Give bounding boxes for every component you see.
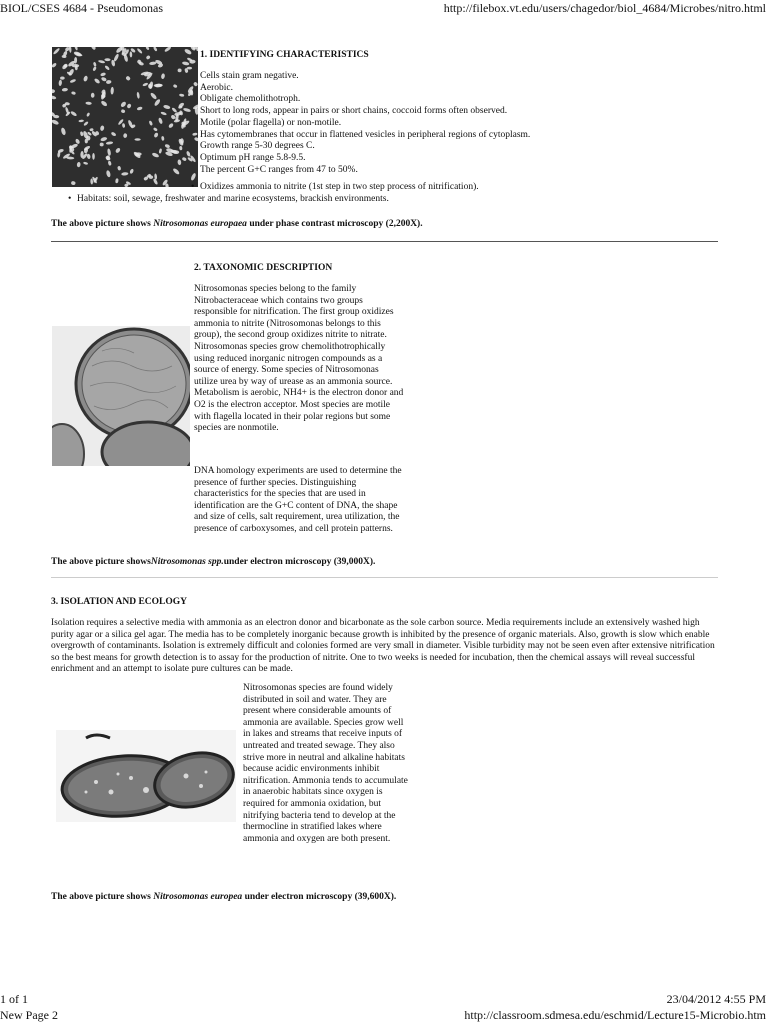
caption-1-prefix: The above picture shows: [51, 219, 154, 229]
characteristic-line: The percent G+C ranges from 47 to 50%.: [200, 164, 358, 175]
bullet-oxidizes: • Oxidizes ammonia to nitrite (1st step in two step process of nitrification).: [200, 182, 479, 194]
caption-3-species: Nitrosomonas europea: [153, 892, 243, 902]
section-2-title: 2. TAXONOMIC DESCRIPTION: [194, 263, 333, 273]
caption-2-species: Nitrosomonas spp.: [150, 557, 224, 567]
phase-contrast-micrograph: [52, 47, 198, 187]
caption-3-prefix: The above picture shows: [51, 892, 154, 902]
characteristic-line: Has cytomembranes that occur in flattened vesicles in peripheral regions of cytoplasm.: [200, 129, 531, 140]
isolation-paragraph: Isolation requires a selective media with ammonia as an electron donor and bicarbonate as the sole carbon source. Media requirements include an extensively washed high purity agar or a silica gel agar. The media has to be completely inorganic because growth is inhibited by the presence of organic materials. Also, growth is slow which enable overgrowth of contaminants. Isolation is extremely difficult and colonies formed are very small in diameter. Visible turbidity may not be seen even after extensive nitrification so the best means for growth detection is to assay for the production of nitrite. One to two weeks is needed for incubation, then the chemical assays will reveal successful enrichment and an attempt to isolate pure cultures can be made.: [51, 618, 715, 675]
bullet-habitats: • Habitats: soil, sewage, freshwater and marine ecosystems, brackish environments.: [77, 194, 389, 206]
divider-1: [51, 241, 718, 242]
caption-3-suffix: under electron microscopy (39,600X).: [242, 892, 397, 902]
caption-2-suffix: under electron microscopy (39,000X).: [223, 557, 376, 567]
page-count: 1 of 1: [0, 992, 28, 1006]
electron-micrograph-spp: [52, 326, 190, 466]
footer-url[interactable]: http://classroom.sdmesa.edu/eschmid/Lecture15-Microbio.htm: [464, 1008, 766, 1022]
page-url[interactable]: http://filebox.vt.edu/users/chagedor/biol_4684/Microbes/nitro.html: [443, 1, 766, 15]
characteristic-line: Optimum pH range 5.8-9.5.: [200, 152, 306, 163]
caption-2: [51, 556, 375, 568]
ecology-paragraph: Nitrosomonas species are found widely distributed in soil and water. They are present where considerable amounts of ammonia are available. Species grow well in lakes and streams that receive inputs of untreated and treated sewage. They also strive more in neutral and alkaline habitats because acidic environments inhibit nitrification. Ammonia tends to accumulate in anaerobic habitats since oxygen is required for ammonia oxidation, but nitrifying bacteria tend to develop at the thermocline in stratified lakes where ammonia and oxygen are both present.: [243, 683, 408, 844]
characteristic-line: Aerobic.: [200, 82, 233, 93]
section-3-title: 3. ISOLATION AND ECOLOGY: [51, 597, 188, 607]
caption-3: [51, 891, 396, 903]
caption-1-species: Nitrosomonas europaea: [153, 219, 247, 229]
characteristic-line: Short to long rods, appear in pairs or short chains, coccoid forms often observed.: [200, 106, 508, 117]
electron-micrograph-europea: [56, 730, 236, 822]
taxonomy-paragraph-1: Nitrosomonas species belong to the family Nitrobacteraceae which contains two groups responsible for nitrification. The first group oxidizes ammonia to nitrite (Nitrosomonas belongs to this group), the second group oxidizes nitrite to nitrate. Nitrosomonas species grow chemolithotrophically using reduced inorganic nitrogen compounds as a source of energy. Some species of Nitrosomonas utilize urea by way of urease as an ammonia source. Metabolism is aerobic, NH4+ is the electron donor and O2 is the electron acceptor. Most species are motile with flagella located in their polar regions but some species are nonmotile.: [194, 284, 404, 434]
caption-2-prefix: The above picture shows: [51, 557, 151, 567]
section-1-title: 1. IDENTIFYING CHARACTERISTICS: [200, 50, 369, 60]
document-title: New Page 2: [0, 1008, 58, 1022]
caption-1: [51, 218, 423, 230]
divider-2: [51, 577, 718, 578]
caption-1-suffix: under phase contrast microscopy (2,200X).: [246, 219, 423, 229]
characteristic-line: Cells stain gram negative.: [200, 71, 299, 81]
taxonomy-paragraph-2: DNA homology experiments are used to determine the presence of further species. Distinguishing characteristics for the species that are used in identification are the G+C content of DNA, the shape and size of cells, salt requirement, urea utilization, the presence of carboxysomes, and cell protein patterns.: [194, 466, 402, 534]
page-title: BIOL/CSES 4684 - Pseudomonas: [0, 1, 164, 15]
characteristic-line: Motile (polar flagella) or non-motile.: [200, 117, 342, 128]
characteristic-line: Obligate chemolithotroph.: [200, 94, 301, 105]
print-datetime: 23/04/2012 4:55 PM: [666, 992, 766, 1006]
characteristics-list: [200, 71, 530, 176]
characteristic-line: Growth range 5-30 degrees C.: [200, 141, 315, 152]
